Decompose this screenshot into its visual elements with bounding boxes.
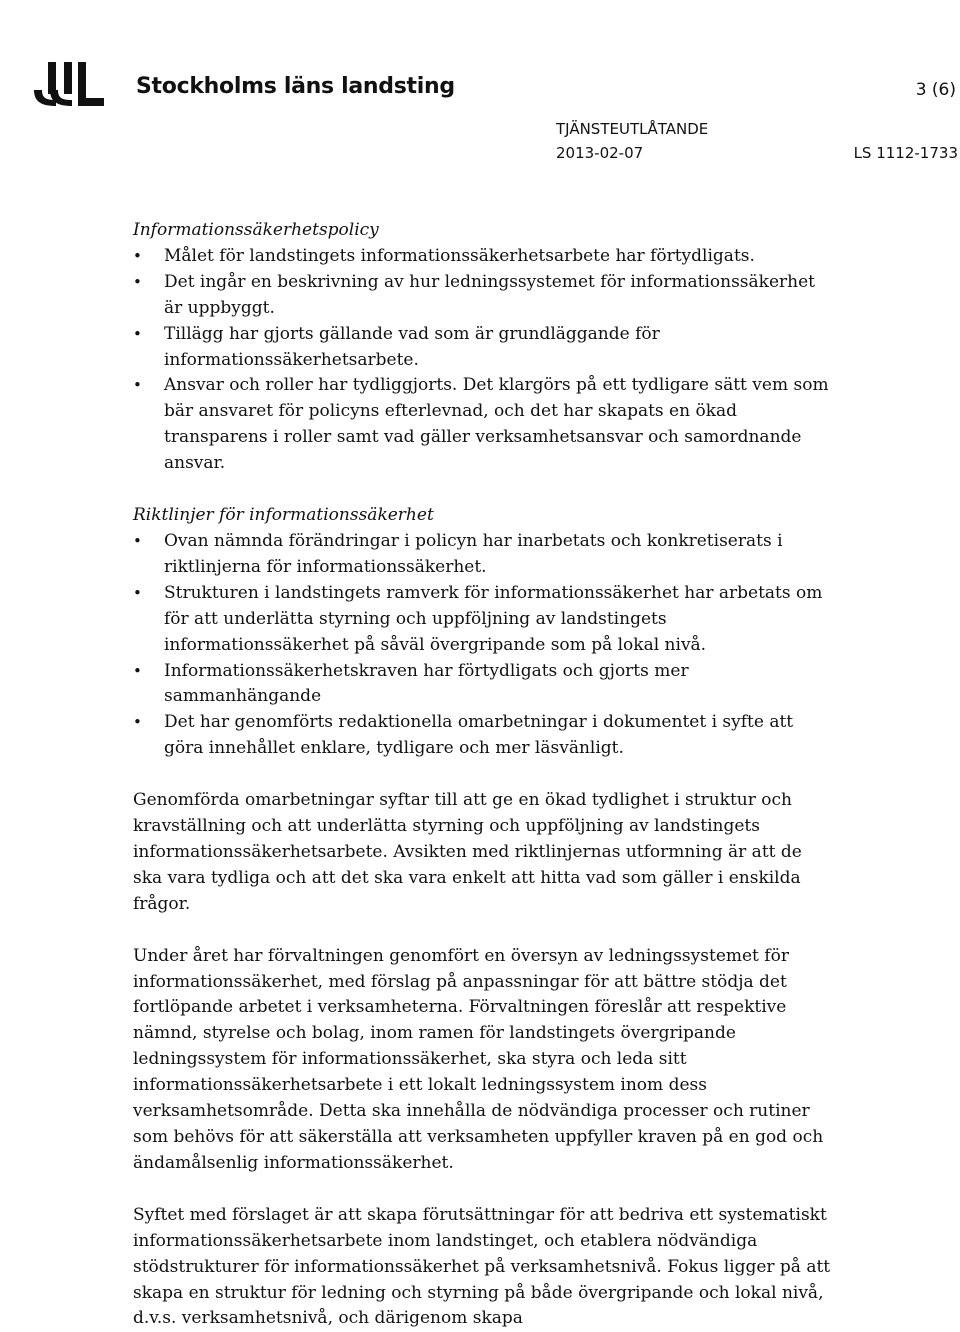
- list-item: • Tillägg har gjorts gällande vad som är grundläggande för informationssäkerhetsarbete.: [133, 322, 833, 374]
- document-reference: LS 1112-1733: [853, 144, 958, 162]
- paragraph: Syftet med förslaget är att skapa förutsättningar för att bedriva ett systematiskt informationssäkerhetsarbete inom landstinget, och etablera nödvändiga stödstrukturer för informationssäkerhet på verksamhetsnivå. Fokus ligger på att skapa en struktur för ledning och styrning på både övergripande och lokal nivå, d.v.s. verksamhetsnivå, och därigenom skapa: [133, 1204, 831, 1329]
- sll-logo-icon: [32, 60, 132, 106]
- list-item: • Det har genomförts redaktionella omarbetningar i dokumentet i syfte att göra innehållet enklare, tydligare och mer läsvänligt.: [133, 710, 833, 762]
- section-heading-guidelines: Riktlinjer för informationssäkerhet: [133, 505, 434, 526]
- section-heading-policy: Informationssäkerhetspolicy: [133, 220, 379, 240]
- paragraph: Under året har förvaltningen genomfört en översyn av ledningssystemet för informationssäkerhet, med förslag på anpassningar för att bättre stödja det fortlöpande arbetet i verksamheterna. Förvaltningen föreslår att respektive nämnd, styrelse och bolag, inom ramen för landstingets övergripande ledningssystem för informationssäkerhet, ska styra och leda sitt informationssäkerhetsarbete i ett lokalt ledningssystem inom dess verksamhetsområde. Detta ska innehålla de nödvändiga processer och rutiner som behövs för att säkerställa att verksamheten uppfyller kraven på en god och ändamålsenlig informationssäkerhet.: [133, 945, 824, 1173]
- policy-change-list: [133, 244, 833, 477]
- list-item: • Strukturen i landstingets ramverk för informationssäkerhet har arbetats om för att underlätta styrning och uppföljning av landstingets informationssäkerhet på såväl övergripande som på lokal nivå.: [133, 581, 833, 659]
- paragraph: Genomförda omarbetningar syftar till att ge en ökad tydlighet i struktur och kravställning och att underlätta styrning och uppföljning av landstingets informationssäkerhetsarbete. Avsikten med riktlinjernas utformning är att de ska vara tydliga och att det ska vara enkelt att hitta vad som gäller i enskilda frågor.: [133, 790, 802, 914]
- guideline-change-list: [133, 529, 833, 762]
- list-item: • Målet för landstingets informationssäkerhetsarbete har förtydligats.: [133, 244, 833, 270]
- list-item: • Informationssäkerhetskraven har förtydligats och gjorts mer sammanhängande: [133, 659, 833, 711]
- list-item: • Det ingår en beskrivning av hur ledningssystemet för informationssäkerhet är uppbyggt.: [133, 270, 833, 322]
- document-body: [133, 218, 833, 1332]
- document-date: 2013-02-07: [556, 144, 644, 162]
- organization-name: Stockholms läns landsting: [136, 74, 455, 99]
- list-item: • Ovan nämnda förändringar i policyn har inarbetats och konkretiserats i riktlinjerna för informationssäkerhet.: [133, 529, 833, 581]
- page-number: 3 (6): [915, 80, 956, 100]
- document-type: TJÄNSTEUTLÅTANDE: [556, 120, 709, 138]
- list-item: • Ansvar och roller har tydliggjorts. Det klargörs på ett tydligare sätt vem som bär ansvaret för policyns efterlevnad, och det har skapats en ökad transparens i roller samt vad gäller verksamhetsansvar och samordnande ansvar.: [133, 373, 833, 477]
